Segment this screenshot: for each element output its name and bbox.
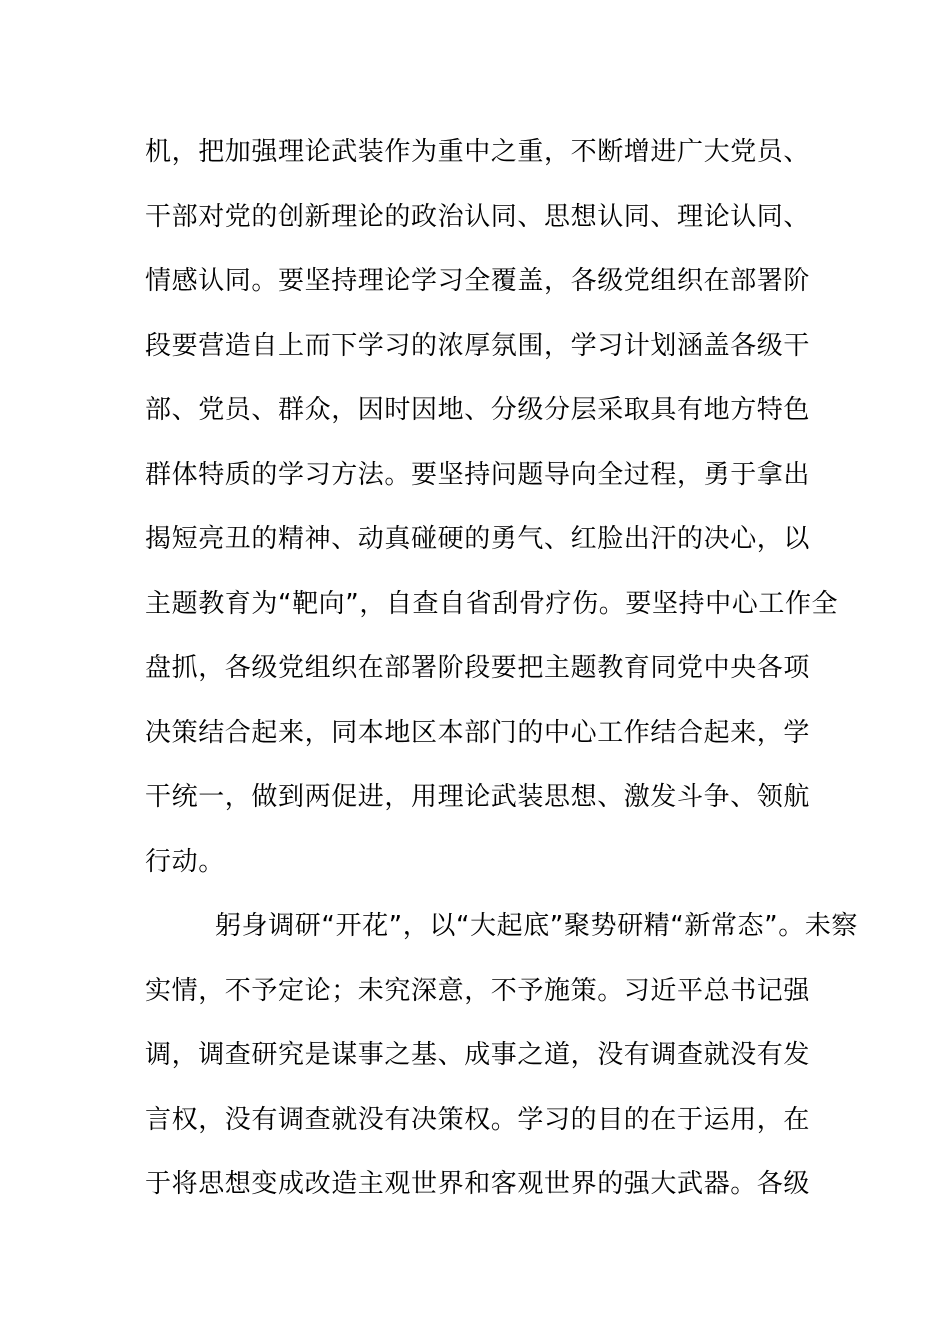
text-line: 言权，没有调查就没有决策权。学习的目的在于运用，在 (145, 1104, 811, 1135)
text-line: 实情，不予定论；未究深意，不予施策。习近平总书记强 (145, 975, 811, 1006)
text-line: 情感认同。要坚持理论学习全覆盖，各级党组织在部署阶 (145, 266, 811, 296)
text-line: 调，调查研究是谋事之基、成事之道，没有调查就没有发 (145, 1040, 811, 1070)
text-line: 部、党员、群众，因时因地、分级分层采取具有地方特色 (145, 395, 811, 425)
text-line: 于将思想变成改造主观世界和客观世界的强大武器。各级 (145, 1169, 811, 1199)
text-line: 机，把加强理论武装作为重中之重，不断增进广大党员、 (145, 137, 811, 167)
text-line: 干部对党的创新理论的政治认同、思想认同、理论认同、 (145, 201, 811, 232)
text-line: 干统一，做到两促进，用理论武装思想、激发斗争、领航 (145, 782, 811, 812)
text-line: 盘抓，各级党组织在部署阶段要把主题教育同党中央各项 (145, 653, 811, 683)
text-line: 群体特质的学习方法。要坚持问题导向全过程，勇于拿出 (145, 459, 811, 490)
text-line: 决策结合起来，同本地区本部门的中心工作结合起来，学 (145, 717, 811, 748)
text-line: 段要营造自上而下学习的浓厚氛围，学习计划涵盖各级干 (145, 330, 811, 361)
text-line: 行动。 (145, 846, 225, 877)
text-line: 主题教育为“靶向”，自查自省刮骨疗伤。要坚持中心工作全 (145, 588, 839, 619)
body-text (145, 120, 859, 1217)
text-line: 揭短亮丑的精神、动真碰硬的勇气、红脸出汗的决心，以 (145, 524, 811, 554)
paragraph-heading-line: 躬身调研“开花”，以“大起底”聚势研精“新常态”。未察 (215, 911, 859, 941)
